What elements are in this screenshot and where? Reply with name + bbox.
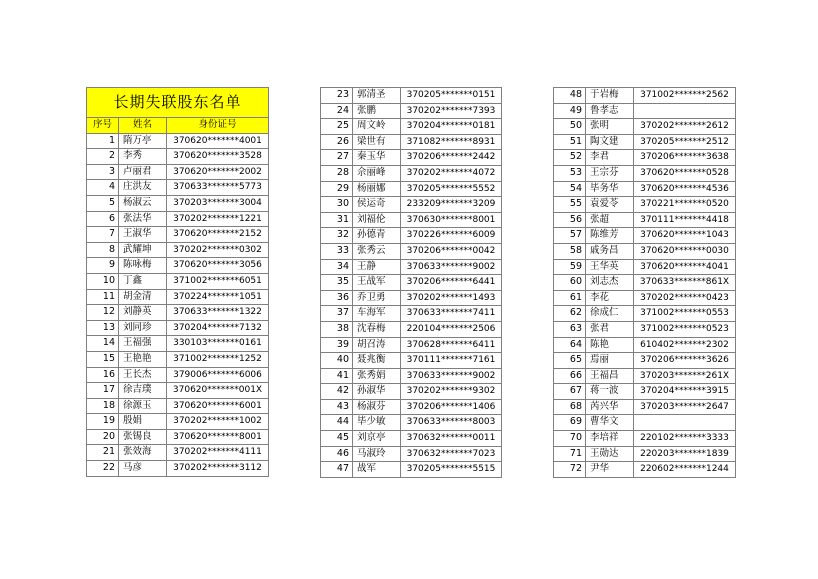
shareholder-name: 乔卫勇 — [353, 290, 401, 306]
row-number: 31 — [321, 212, 353, 228]
shareholder-name: 刘志杰 — [586, 275, 634, 291]
row-number: 18 — [87, 398, 119, 414]
row-number: 42 — [321, 384, 353, 400]
shareholder-name: 芮兴华 — [586, 399, 634, 415]
id-number: 370203*******261X — [634, 368, 736, 384]
shareholder-name: 张超 — [586, 212, 634, 228]
table-row — [321, 119, 502, 135]
id-number: 370620*******3056 — [167, 258, 269, 274]
row-number: 41 — [321, 368, 353, 384]
table-row — [321, 228, 502, 244]
table-row — [554, 181, 736, 197]
table-row — [321, 290, 502, 306]
id-number: 370206*******3638 — [634, 150, 736, 166]
table-row — [87, 211, 269, 227]
shareholder-name: 刘京亭 — [353, 431, 401, 447]
table-row — [321, 368, 502, 384]
id-number: 370202*******0423 — [634, 290, 736, 306]
row-number: 24 — [321, 103, 353, 119]
table-row — [554, 88, 736, 104]
row-number: 47 — [321, 462, 353, 478]
row-number: 38 — [321, 321, 353, 337]
id-number: 370202*******1493 — [401, 290, 502, 306]
shareholder-name: 王长杰 — [119, 367, 167, 383]
row-number: 19 — [87, 414, 119, 430]
table-row — [321, 181, 502, 197]
id-number: 370226*******6009 — [401, 228, 502, 244]
id-number: 610402*******2302 — [634, 337, 736, 353]
row-number: 3 — [87, 164, 119, 180]
shareholder-name: 陈维芳 — [586, 228, 634, 244]
id-number: 233209*******3209 — [401, 197, 502, 213]
shareholder-name: 陈艳 — [586, 337, 634, 353]
shareholder-name: 李花 — [586, 290, 634, 306]
table-row — [321, 306, 502, 322]
shareholder-name: 李秀 — [119, 149, 167, 165]
shareholder-name: 曹华文 — [586, 415, 634, 431]
row-number: 43 — [321, 399, 353, 415]
shareholder-name: 蒋一波 — [586, 384, 634, 400]
shareholder-name: 尹华 — [586, 462, 634, 478]
shareholder-name: 王华英 — [586, 259, 634, 275]
id-number: 370202*******0302 — [167, 242, 269, 258]
row-number: 57 — [554, 228, 586, 244]
shareholder-name: 张秀云 — [353, 243, 401, 259]
id-number: 220104*******2506 — [401, 321, 502, 337]
shareholder-name: 刘同珍 — [119, 320, 167, 336]
id-number: 370620*******001X — [167, 383, 269, 399]
row-number: 51 — [554, 134, 586, 150]
id-number: 370202*******7393 — [401, 103, 502, 119]
id-number: 370633*******8003 — [401, 415, 502, 431]
table-row — [87, 164, 269, 180]
shareholder-name: 徐成仁 — [586, 306, 634, 322]
row-number: 14 — [87, 336, 119, 352]
id-number: 371002*******2562 — [634, 88, 736, 104]
id-number: 370620*******4536 — [634, 181, 736, 197]
table-row — [87, 273, 269, 289]
shareholder-name: 张锡良 — [119, 429, 167, 445]
row-number: 62 — [554, 306, 586, 322]
shareholder-name: 焉丽 — [586, 353, 634, 369]
shareholder-name: 王静 — [353, 259, 401, 275]
shareholder-name: 戚务昌 — [586, 243, 634, 259]
table-row — [87, 383, 269, 399]
table-row — [321, 88, 502, 104]
row-number: 34 — [321, 259, 353, 275]
row-number: 66 — [554, 368, 586, 384]
id-number: 370205*******0151 — [401, 88, 502, 104]
id-number: 370205*******5515 — [401, 462, 502, 478]
table-row — [321, 462, 502, 478]
table-row — [554, 134, 736, 150]
id-number: 370620*******4001 — [167, 133, 269, 149]
table-row — [87, 461, 269, 477]
row-number: 1 — [87, 133, 119, 149]
id-number: 370202*******2612 — [634, 119, 736, 135]
row-number: 63 — [554, 321, 586, 337]
row-number: 21 — [87, 445, 119, 461]
id-number: 371002*******6051 — [167, 273, 269, 289]
id-number: 370633*******7411 — [401, 306, 502, 322]
table-row — [321, 353, 502, 369]
shareholder-name: 陈咏梅 — [119, 258, 167, 274]
row-number: 20 — [87, 429, 119, 445]
shareholder-name: 殷娟 — [119, 414, 167, 430]
id-number: 370633*******9002 — [401, 259, 502, 275]
id-number: 370224*******1051 — [167, 289, 269, 305]
shareholder-name: 张法华 — [119, 211, 167, 227]
shareholder-name: 于岩梅 — [586, 88, 634, 104]
shareholder-name: 王艳艳 — [119, 351, 167, 367]
table-row — [554, 399, 736, 415]
row-number: 45 — [321, 431, 353, 447]
id-number: 370632*******7023 — [401, 446, 502, 462]
id-number: 330103*******0161 — [167, 336, 269, 352]
row-number: 11 — [87, 289, 119, 305]
table-row — [554, 321, 736, 337]
id-number — [634, 103, 736, 119]
shareholder-name: 武耀坤 — [119, 242, 167, 258]
id-number: 370204*******3915 — [634, 384, 736, 400]
row-number: 33 — [321, 243, 353, 259]
row-number: 58 — [554, 243, 586, 259]
shareholder-name: 佘丽峰 — [353, 165, 401, 181]
row-number: 15 — [87, 351, 119, 367]
id-number: 370620*******2002 — [167, 164, 269, 180]
id-number: 370221*******0520 — [634, 197, 736, 213]
shareholder-name: 杨丽娜 — [353, 181, 401, 197]
id-number: 371002*******0523 — [634, 321, 736, 337]
id-number: 371082*******8931 — [401, 134, 502, 150]
row-number: 44 — [321, 415, 353, 431]
id-number: 220203*******1839 — [634, 446, 736, 462]
table-row — [87, 227, 269, 243]
row-number: 56 — [554, 212, 586, 228]
header-name: 姓名 — [119, 118, 167, 134]
shareholder-name: 王淑华 — [119, 227, 167, 243]
table-row — [321, 197, 502, 213]
id-number: 370205*******5552 — [401, 181, 502, 197]
table-row — [321, 431, 502, 447]
table-row — [87, 445, 269, 461]
row-number: 2 — [87, 149, 119, 165]
table-row — [321, 275, 502, 291]
table-row — [554, 275, 736, 291]
table-row — [554, 290, 736, 306]
shareholder-name: 秦玉华 — [353, 150, 401, 166]
table-row — [554, 243, 736, 259]
table-row — [554, 306, 736, 322]
table-row — [321, 337, 502, 353]
row-number: 39 — [321, 337, 353, 353]
shareholder-name: 张明 — [586, 119, 634, 135]
row-number: 40 — [321, 353, 353, 369]
shareholder-name: 沈春梅 — [353, 321, 401, 337]
id-number: 370633*******861X — [634, 275, 736, 291]
shareholder-name: 车海军 — [353, 306, 401, 322]
row-number: 29 — [321, 181, 353, 197]
row-number: 35 — [321, 275, 353, 291]
table-row — [554, 446, 736, 462]
id-number: 370205*******2512 — [634, 134, 736, 150]
shareholder-name: 李君 — [586, 150, 634, 166]
table-row — [554, 119, 736, 135]
table-row — [554, 415, 736, 431]
shareholder-name: 毕务华 — [586, 181, 634, 197]
page-title: 长期失联股东名单 — [87, 88, 269, 118]
row-number: 28 — [321, 165, 353, 181]
table-row — [87, 398, 269, 414]
id-number: 370204*******7132 — [167, 320, 269, 336]
table-row — [87, 305, 269, 321]
shareholder-table-2 — [320, 87, 502, 478]
id-number: 370204*******0181 — [401, 119, 502, 135]
row-number: 4 — [87, 180, 119, 196]
row-number: 12 — [87, 305, 119, 321]
shareholder-name: 徐源玉 — [119, 398, 167, 414]
table-row — [87, 242, 269, 258]
id-number: 379006*******6006 — [167, 367, 269, 383]
id-number: 370620*******0528 — [634, 165, 736, 181]
id-number: 370206*******2442 — [401, 150, 502, 166]
shareholder-name: 王福强 — [119, 336, 167, 352]
row-number: 13 — [87, 320, 119, 336]
id-number: 370202*******3112 — [167, 461, 269, 477]
row-number: 16 — [87, 367, 119, 383]
id-number: 220602*******1244 — [634, 462, 736, 478]
id-number: 371002*******0553 — [634, 306, 736, 322]
table-row — [321, 446, 502, 462]
table-row — [554, 103, 736, 119]
row-number: 53 — [554, 165, 586, 181]
shareholder-name: 张秀娟 — [353, 368, 401, 384]
table-row — [87, 351, 269, 367]
table-row — [321, 134, 502, 150]
table-row — [87, 195, 269, 211]
shareholder-name: 刘静英 — [119, 305, 167, 321]
id-number — [634, 415, 736, 431]
row-number: 6 — [87, 211, 119, 227]
row-number: 48 — [554, 88, 586, 104]
row-number: 71 — [554, 446, 586, 462]
row-number: 36 — [321, 290, 353, 306]
id-number: 370206*******6441 — [401, 275, 502, 291]
shareholder-name: 李培祥 — [586, 431, 634, 447]
table-row — [87, 289, 269, 305]
id-number: 370620*******4041 — [634, 259, 736, 275]
shareholder-name: 王福昌 — [586, 368, 634, 384]
shareholder-name: 周文岭 — [353, 119, 401, 135]
table-row — [87, 429, 269, 445]
table-row — [87, 149, 269, 165]
shareholder-name: 杨淑云 — [119, 195, 167, 211]
shareholder-name: 王战军 — [353, 275, 401, 291]
id-number: 370202*******4111 — [167, 445, 269, 461]
table-row — [321, 103, 502, 119]
row-number: 52 — [554, 150, 586, 166]
shareholder-name: 胡金清 — [119, 289, 167, 305]
shareholder-name: 马彦 — [119, 461, 167, 477]
row-number: 32 — [321, 228, 353, 244]
table-row — [554, 368, 736, 384]
shareholder-name: 孙德青 — [353, 228, 401, 244]
table-row — [87, 367, 269, 383]
shareholder-name: 毕少敏 — [353, 415, 401, 431]
shareholder-name: 张效海 — [119, 445, 167, 461]
table-row — [554, 228, 736, 244]
row-number: 17 — [87, 383, 119, 399]
row-number: 65 — [554, 353, 586, 369]
shareholder-name: 孙淑华 — [353, 384, 401, 400]
shareholder-name: 梁世有 — [353, 134, 401, 150]
row-number: 26 — [321, 134, 353, 150]
shareholder-name: 侯运奇 — [353, 197, 401, 213]
table-row — [321, 259, 502, 275]
id-number: 370620*******3528 — [167, 149, 269, 165]
table-row — [87, 320, 269, 336]
id-number: 370620*******6001 — [167, 398, 269, 414]
row-number: 5 — [87, 195, 119, 211]
table-row — [554, 165, 736, 181]
id-number: 370630*******8001 — [401, 212, 502, 228]
table-row — [554, 431, 736, 447]
row-number: 22 — [87, 461, 119, 477]
shareholder-name: 鲁孝志 — [586, 103, 634, 119]
shareholder-name: 庄洪友 — [119, 180, 167, 196]
id-number: 370203*******3004 — [167, 195, 269, 211]
shareholder-name: 战军 — [353, 462, 401, 478]
table-row — [321, 399, 502, 415]
row-number: 61 — [554, 290, 586, 306]
row-number: 67 — [554, 384, 586, 400]
row-number: 55 — [554, 197, 586, 213]
table-row — [87, 336, 269, 352]
shareholder-name: 卢丽君 — [119, 164, 167, 180]
row-number: 72 — [554, 462, 586, 478]
table-row — [321, 321, 502, 337]
table-row — [554, 212, 736, 228]
shareholder-name: 张君 — [586, 321, 634, 337]
shareholder-name: 袁爱苓 — [586, 197, 634, 213]
id-number: 370206*******3626 — [634, 353, 736, 369]
id-number: 371002*******1252 — [167, 351, 269, 367]
table-row — [554, 353, 736, 369]
table-row — [321, 384, 502, 400]
row-number: 30 — [321, 197, 353, 213]
table-row — [554, 337, 736, 353]
table-row — [321, 165, 502, 181]
id-number: 370206*******1406 — [401, 399, 502, 415]
row-number: 50 — [554, 119, 586, 135]
shareholder-name: 马淑玲 — [353, 446, 401, 462]
id-number: 370202*******1002 — [167, 414, 269, 430]
id-number: 370202*******4072 — [401, 165, 502, 181]
table-row — [554, 197, 736, 213]
table-row — [321, 415, 502, 431]
id-number: 370620*******1043 — [634, 228, 736, 244]
shareholder-name: 丁鑫 — [119, 273, 167, 289]
id-number: 370203*******2647 — [634, 399, 736, 415]
shareholder-name: 陶文建 — [586, 134, 634, 150]
shareholder-name: 张鹏 — [353, 103, 401, 119]
id-number: 370620*******0030 — [634, 243, 736, 259]
table-row — [87, 180, 269, 196]
id-number: 370111*******4418 — [634, 212, 736, 228]
row-number: 46 — [321, 446, 353, 462]
table-row — [321, 212, 502, 228]
shareholder-name: 郭清圣 — [353, 88, 401, 104]
row-number: 7 — [87, 227, 119, 243]
row-number: 64 — [554, 337, 586, 353]
table-row — [321, 243, 502, 259]
id-number: 370202*******1221 — [167, 211, 269, 227]
shareholder-name: 聂兆衡 — [353, 353, 401, 369]
row-number: 37 — [321, 306, 353, 322]
row-number: 60 — [554, 275, 586, 291]
id-number: 370633*******9002 — [401, 368, 502, 384]
shareholder-name: 王勋达 — [586, 446, 634, 462]
row-number: 27 — [321, 150, 353, 166]
id-number: 370632*******0011 — [401, 431, 502, 447]
shareholder-name: 刘福伦 — [353, 212, 401, 228]
table-row — [554, 259, 736, 275]
id-number: 370111*******7161 — [401, 353, 502, 369]
row-number: 8 — [87, 242, 119, 258]
shareholder-name: 王宗芬 — [586, 165, 634, 181]
table-row — [321, 150, 502, 166]
table-row — [554, 150, 736, 166]
id-number: 220102*******3333 — [634, 431, 736, 447]
table-row — [554, 384, 736, 400]
table-row — [87, 414, 269, 430]
row-number: 10 — [87, 273, 119, 289]
table-row — [87, 258, 269, 274]
header-id: 身份证号 — [167, 118, 269, 134]
id-number: 370620*******2152 — [167, 227, 269, 243]
id-number: 370633*******1322 — [167, 305, 269, 321]
id-number: 370202*******9302 — [401, 384, 502, 400]
id-number: 370620*******8001 — [167, 429, 269, 445]
row-number: 23 — [321, 88, 353, 104]
id-number: 370633*******5773 — [167, 180, 269, 196]
shareholder-name: 杨淑芬 — [353, 399, 401, 415]
row-number: 59 — [554, 259, 586, 275]
row-number: 9 — [87, 258, 119, 274]
row-number: 69 — [554, 415, 586, 431]
shareholder-table-1 — [86, 87, 269, 477]
shareholder-name: 徐吉璞 — [119, 383, 167, 399]
header-no: 序号 — [87, 118, 119, 134]
row-number: 49 — [554, 103, 586, 119]
row-number: 25 — [321, 119, 353, 135]
id-number: 370206*******0042 — [401, 243, 502, 259]
row-number: 68 — [554, 399, 586, 415]
table-row — [87, 133, 269, 149]
id-number: 370628*******6411 — [401, 337, 502, 353]
table-row — [554, 462, 736, 478]
shareholder-name: 隋万亭 — [119, 133, 167, 149]
row-number: 70 — [554, 431, 586, 447]
shareholder-name: 胡召涛 — [353, 337, 401, 353]
shareholder-table-3 — [553, 87, 736, 478]
row-number: 54 — [554, 181, 586, 197]
